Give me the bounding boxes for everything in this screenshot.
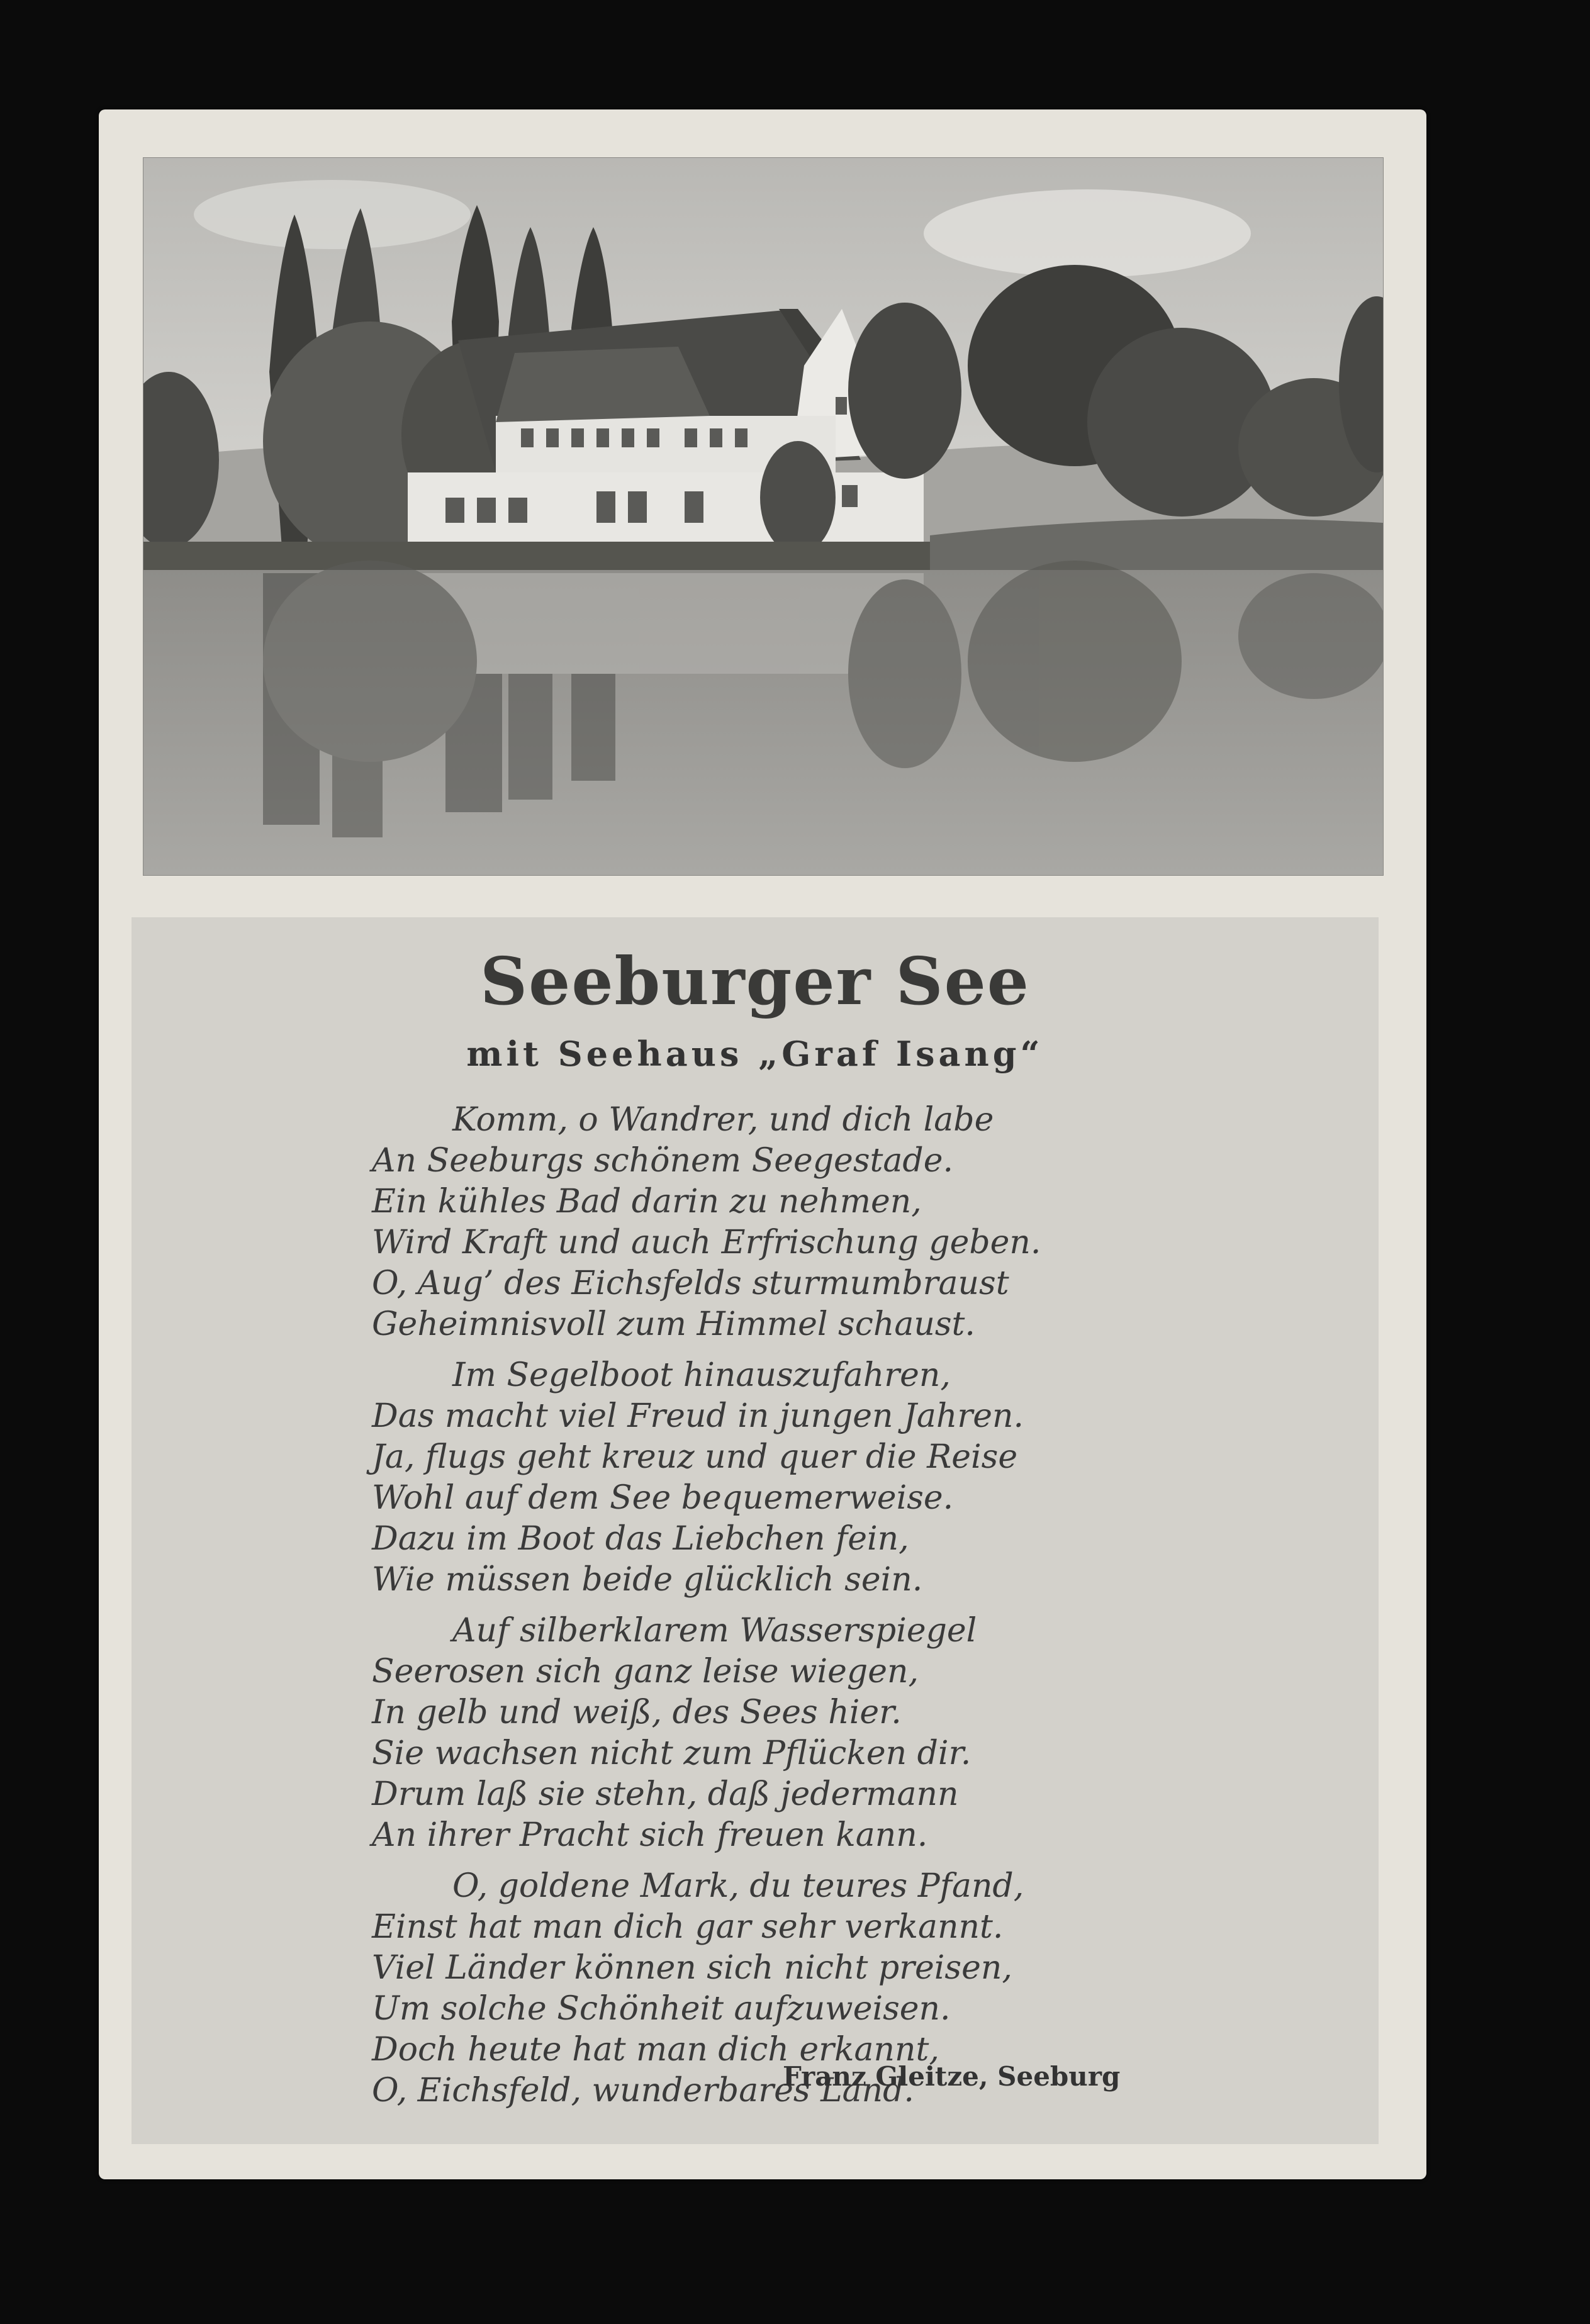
photo-illustration: [143, 158, 1383, 875]
poem-panel: [132, 917, 1379, 2144]
poem-line: Wie müssen beide glücklich sein.: [372, 1561, 923, 1599]
poem-line: Wird Kraft und auch Erfrischung geben.: [372, 1224, 1041, 1261]
poem-line: Geheimnisvoll zum Himmel schaust.: [372, 1305, 975, 1343]
poem-line: Ja, flugs geht kreuz und quer die Reise: [372, 1438, 1018, 1476]
poem-line: Drum laß sie stehn, daß jedermann: [372, 1775, 959, 1813]
poem-line: Komm, o Wandrer, und dich labe: [452, 1101, 994, 1139]
poem-line: Dazu im Boot das Liebchen fein,: [372, 1520, 909, 1558]
stanza-3: [372, 1611, 1328, 1856]
lakeside-house-photo: [143, 157, 1384, 876]
postcard-subtitle: mit Seehaus „Graf Isang“: [466, 1034, 1044, 1074]
poem-line: An Seeburgs schönem Seegestade.: [372, 1142, 953, 1180]
poem-line: An ihrer Pracht sich freuen kann.: [372, 1816, 928, 1854]
postcard: [99, 109, 1426, 2179]
poem-line: O, Aug’ des Eichsfelds sturmumbraust: [372, 1265, 1009, 1302]
poem: [372, 1100, 1328, 2121]
poem-line: Wohl auf dem See bequemerweise.: [372, 1479, 954, 1517]
postcard-title: Seeburger See: [480, 942, 1030, 1020]
poem-author: Franz Gleitze, Seeburg: [783, 2061, 1121, 2092]
poem-line: Seerosen sich ganz leise wiegen,: [372, 1653, 919, 1690]
stanza-1: [372, 1100, 1328, 1345]
poem-line: In gelb und weiß, des Sees hier.: [372, 1694, 902, 1731]
poem-line: Um solche Schönheit aufzuweisen.: [372, 1990, 951, 2028]
poem-line: Auf silberklarem Wasserspiegel: [452, 1612, 977, 1650]
poem-line: Im Segelboot hinauszufahren,: [452, 1356, 951, 1394]
poem-line: Sie wachsen nicht zum Pflücken dir.: [372, 1735, 971, 1772]
poem-line: Einst hat man dich gar sehr verkannt.: [372, 1908, 1004, 1946]
poem-line: Doch heute hat man dich erkannt,: [372, 2031, 939, 2069]
poem-line: O, goldene Mark, du teures Pfand,: [452, 1867, 1024, 1905]
poem-line: Ein kühles Bad darin zu nehmen,: [372, 1183, 922, 1221]
poem-line: Viel Länder können sich nicht preisen,: [372, 1949, 1012, 1987]
stanza-2: [372, 1355, 1328, 1601]
poem-line: Das macht viel Freud in jungen Jahren.: [372, 1397, 1024, 1435]
poem-line: O, Eichsfeld, wunderbares Land.: [372, 2072, 914, 2109]
